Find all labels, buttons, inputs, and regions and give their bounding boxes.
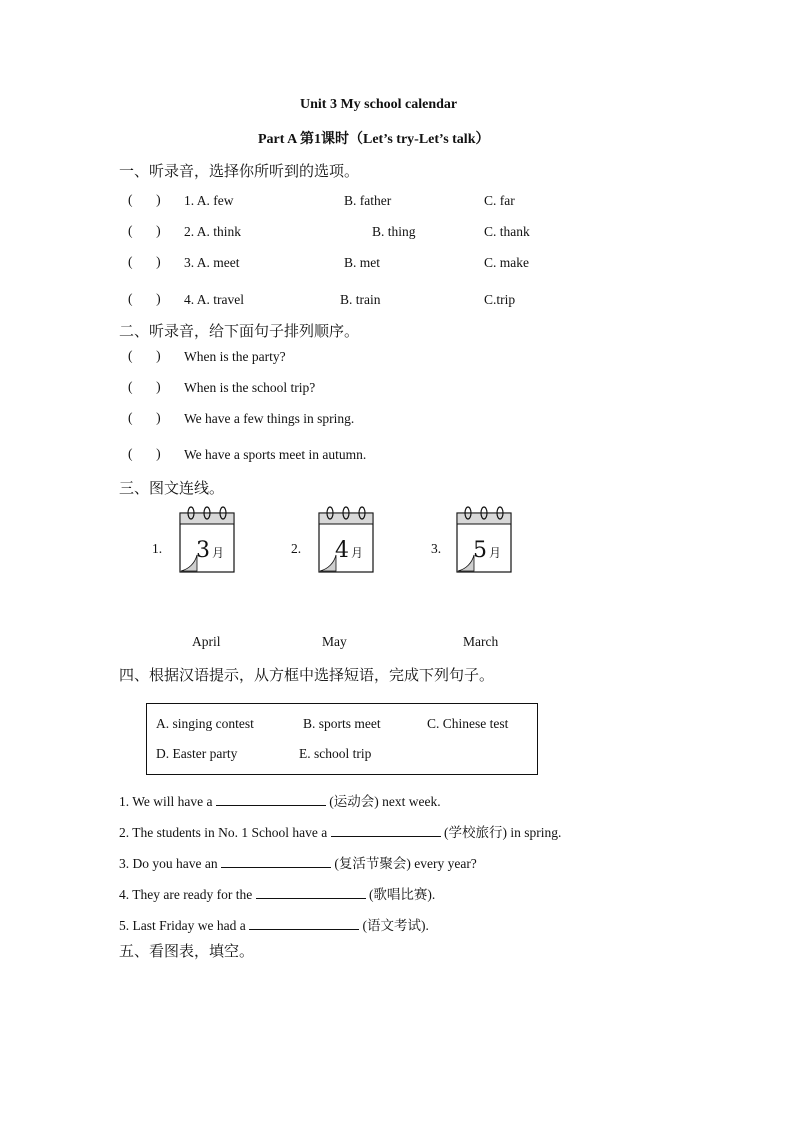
lesson-title: Part A 第1课时（Let’s try-Let’s talk） <box>258 132 490 147</box>
sentence-prefix: 3. Do you have an <box>119 856 221 871</box>
sentence-hint: (学校旅行) in spring. <box>443 825 562 840</box>
sentence-hint: (复活节聚会) every year? <box>334 856 477 871</box>
phrase-box <box>146 703 538 775</box>
sentence-text: We have a sports meet in autumn. <box>184 447 367 462</box>
sentence-text: When is the school trip? <box>184 380 316 395</box>
month-label[interactable]: March <box>463 634 499 649</box>
unit-title: Unit 3 My school calendar <box>300 97 458 112</box>
calendar-may-icon[interactable] <box>456 505 512 573</box>
section2-title: 二、听录音，给下面句子排列顺序。 <box>119 322 360 340</box>
month-label[interactable]: May <box>322 634 347 649</box>
answer-blank[interactable] <box>249 917 359 930</box>
option-a: 4. A. travel <box>184 292 244 307</box>
sentence-hint: (运动会) next week. <box>329 794 441 809</box>
section4-title: 四、根据汉语提示，从方框中选择短语，完成下列句子。 <box>119 666 495 684</box>
option-a: 3. A. meet <box>184 255 240 270</box>
sentence-prefix: 2. The students in No. 1 School have a <box>119 825 331 840</box>
answer-blank[interactable] <box>331 824 441 837</box>
order-paren[interactable]: ( ) <box>128 379 161 394</box>
order-paren[interactable]: ( ) <box>128 410 161 425</box>
phrase-option: A. singing contest <box>156 716 254 731</box>
section1-title: 一、听录音，选择你所听到的选项。 <box>119 162 360 180</box>
calendar-unit: 月 <box>489 546 502 560</box>
sentence-prefix: 1. We will have a <box>119 794 216 809</box>
calendar-number: 1. <box>152 541 163 556</box>
option-b: B. father <box>344 193 392 208</box>
option-a: 2. A. think <box>184 224 242 239</box>
fill-sentence <box>119 914 429 934</box>
calendar-march-icon[interactable] <box>179 505 235 573</box>
option-c: C.trip <box>484 292 516 307</box>
option-b: B. thing <box>372 224 416 239</box>
answer-blank[interactable] <box>221 855 331 868</box>
answer-paren[interactable]: ( ) <box>128 254 161 269</box>
option-b: B. train <box>340 292 381 307</box>
fill-sentence <box>119 821 561 841</box>
fill-sentence <box>119 790 441 810</box>
calendar-digit: 5 <box>473 538 487 563</box>
answer-paren[interactable]: ( ) <box>128 291 161 306</box>
option-c: C. thank <box>484 224 530 239</box>
section3-title: 三、图文连线。 <box>119 479 225 497</box>
sentence-text: We have a few things in spring. <box>184 411 355 426</box>
option-c: C. far <box>484 193 515 208</box>
phrase-option: D. Easter party <box>156 746 238 761</box>
section5-title: 五、看图表，填空。 <box>119 942 255 960</box>
option-a: 1. A. few <box>184 193 234 208</box>
answer-blank[interactable] <box>256 886 366 899</box>
option-b: B. met <box>344 255 380 270</box>
order-paren[interactable]: ( ) <box>128 348 161 363</box>
sentence-hint: (语文考试). <box>362 918 429 933</box>
answer-paren[interactable]: ( ) <box>128 223 161 238</box>
order-paren[interactable]: ( ) <box>128 446 161 461</box>
sentence-prefix: 4. They are ready for the <box>119 887 256 902</box>
answer-blank[interactable] <box>216 793 326 806</box>
phrase-option: B. sports meet <box>303 716 381 731</box>
fill-sentence <box>119 852 477 872</box>
calendar-unit: 月 <box>351 546 364 560</box>
phrase-option: C. Chinese test <box>427 716 509 731</box>
sentence-prefix: 5. Last Friday we had a <box>119 918 250 933</box>
month-label[interactable]: April <box>192 634 221 649</box>
sentence-hint: (歌唱比赛). <box>368 887 436 902</box>
calendar-number: 2. <box>291 541 302 556</box>
calendar-digit: 4 <box>335 538 349 563</box>
calendar-digit: 3 <box>196 538 210 563</box>
calendar-unit: 月 <box>212 546 225 560</box>
calendar-number: 3. <box>431 541 442 556</box>
fill-sentence <box>119 883 435 903</box>
calendar-april-icon[interactable] <box>318 505 374 573</box>
sentence-text: When is the party? <box>184 349 286 364</box>
answer-paren[interactable]: ( ) <box>128 192 161 207</box>
phrase-option: E. school trip <box>299 746 372 761</box>
option-c: C. make <box>484 255 529 270</box>
